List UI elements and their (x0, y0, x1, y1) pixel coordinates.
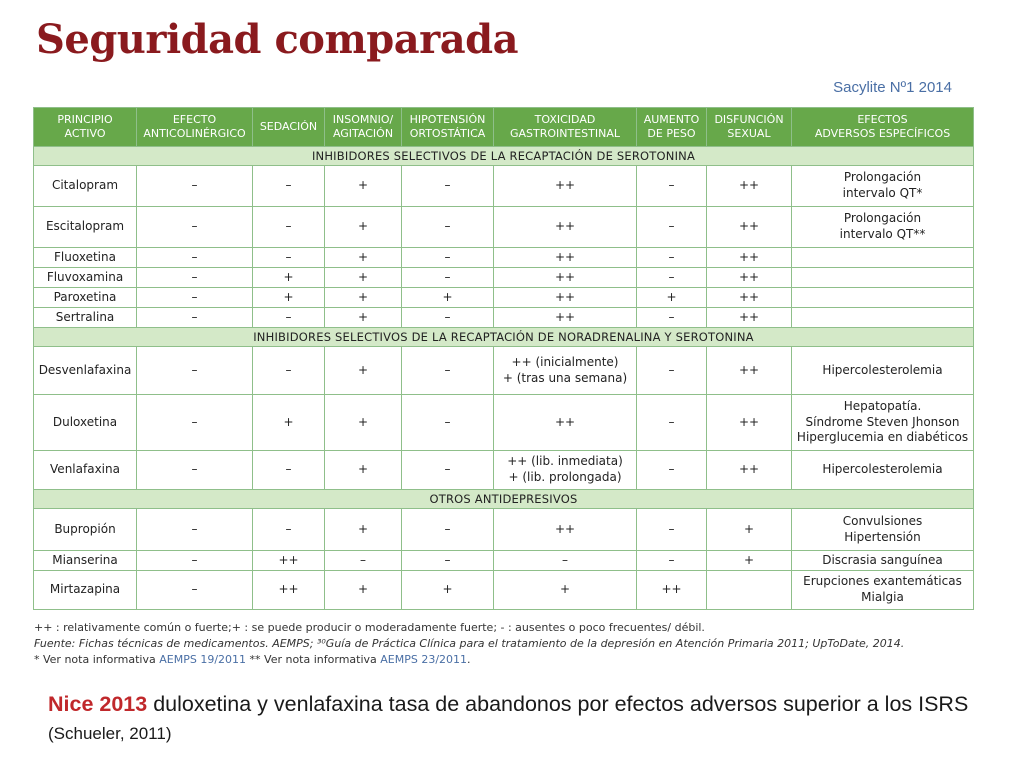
notes-line (34, 652, 974, 668)
rating-cell: – (325, 551, 402, 571)
note-citation: (Schueler, 2011) (48, 724, 172, 743)
safety-comparison-table (33, 107, 974, 610)
drug-name: Duloxetina (34, 395, 137, 451)
rating-cell: – (402, 268, 494, 288)
rating-cell: + (494, 571, 637, 610)
rating-cell: ++ (494, 207, 637, 248)
section-row (34, 490, 974, 509)
rating-cell: + (325, 166, 402, 207)
rating-cell: + (325, 308, 402, 328)
rating-cell: + (253, 268, 325, 288)
summary-note (48, 690, 1008, 748)
rating-cell: – (137, 207, 253, 248)
aemps-23-2011-link[interactable]: AEMPS 23/2011 (380, 653, 468, 666)
note2-text: ** Ver nota informativa (246, 653, 381, 666)
note-text: duloxetina y venlafaxina tasa de abandonos por efectos adversos superior a los ISRS (147, 692, 969, 716)
specific-effects-cell: Hepatopatía. Síndrome Steven Jhonson Hiperglucemia en diabéticos (792, 395, 974, 451)
rating-cell: – (253, 509, 325, 551)
column-header: PRINCIPIO ACTIVO (34, 108, 137, 147)
rating-cell: + (325, 451, 402, 490)
section-row (34, 328, 974, 347)
rating-cell: – (402, 451, 494, 490)
rating-cell: – (402, 166, 494, 207)
rating-cell: + (707, 509, 792, 551)
rating-cell: – (637, 268, 707, 288)
specific-effects-cell: Discrasia sanguínea (792, 551, 974, 571)
rating-cell: ++ (494, 248, 637, 268)
column-header: DISFUNCIÓN SEXUAL (707, 108, 792, 147)
rating-cell: – (137, 451, 253, 490)
rating-cell: ++ (253, 551, 325, 571)
source-label: Sacylite Nº1 2014 (833, 79, 952, 96)
table-row (34, 207, 974, 248)
rating-cell: – (137, 288, 253, 308)
drug-name: Paroxetina (34, 288, 137, 308)
rating-cell: + (325, 268, 402, 288)
specific-effects-cell (792, 308, 974, 328)
table-row (34, 166, 974, 207)
rating-cell: + (325, 248, 402, 268)
column-header: HIPOTENSIÓN ORTOSTÁTICA (402, 108, 494, 147)
rating-cell: + (325, 288, 402, 308)
rating-cell: – (402, 248, 494, 268)
drug-name: Escitalopram (34, 207, 137, 248)
rating-cell: – (137, 308, 253, 328)
rating-cell: – (637, 551, 707, 571)
table-header-row (34, 108, 974, 147)
drug-name: Sertralina (34, 308, 137, 328)
rating-cell: + (707, 551, 792, 571)
column-header: EFECTOS ADVERSOS ESPECÍFICOS (792, 108, 974, 147)
rating-cell: ++ (253, 571, 325, 610)
rating-cell: – (637, 395, 707, 451)
rating-cell: – (402, 395, 494, 451)
rating-cell: – (637, 166, 707, 207)
rating-cell: ++ (494, 395, 637, 451)
rating-cell: ++ (inicialmente) + (tras una semana) (494, 347, 637, 395)
rating-cell: – (637, 308, 707, 328)
specific-effects-cell: Hipercolesterolemia (792, 451, 974, 490)
rating-cell: ++ (707, 288, 792, 308)
page-title: Seguridad comparada (36, 16, 519, 63)
drug-name: Venlafaxina (34, 451, 137, 490)
rating-cell: ++ (494, 308, 637, 328)
rating-cell: + (253, 288, 325, 308)
rating-cell: ++ (494, 166, 637, 207)
column-header: SEDACIÓN (253, 108, 325, 147)
rating-cell: – (253, 207, 325, 248)
specific-effects-cell (792, 268, 974, 288)
rating-cell: + (402, 288, 494, 308)
section-label: INHIBIDORES SELECTIVOS DE LA RECAPTACIÓN DE SEROTONINA (34, 147, 974, 166)
rating-cell: + (402, 571, 494, 610)
column-header: TOXICIDAD GASTROINTESTINAL (494, 108, 637, 147)
section-label: OTROS ANTIDEPRESIVOS (34, 490, 974, 509)
drug-name: Citalopram (34, 166, 137, 207)
note-highlight: Nice 2013 (48, 692, 148, 716)
table-row (34, 347, 974, 395)
specific-effects-cell: Prolongación intervalo QT** (792, 207, 974, 248)
rating-cell: – (137, 347, 253, 395)
rating-cell: – (253, 451, 325, 490)
rating-cell: – (637, 451, 707, 490)
rating-cell: + (325, 395, 402, 451)
specific-effects-cell: Convulsiones Hipertensión (792, 509, 974, 551)
rating-cell: ++ (707, 268, 792, 288)
rating-cell: – (137, 268, 253, 288)
note1-text: * Ver nota informativa (34, 653, 160, 666)
rating-cell: ++ (707, 451, 792, 490)
rating-cell: – (137, 571, 253, 610)
source-text: Fuente: Fichas técnicas de medicamentos. AEMPS; ³⁰Guía de Práctica Clínica para el tratamiento de la depresión en Atención Primaria 2011; UpToDate, 2014. (34, 637, 905, 650)
rating-cell: ++ (494, 509, 637, 551)
rating-cell: – (253, 347, 325, 395)
rating-cell: – (253, 248, 325, 268)
section-row (34, 147, 974, 166)
table-row (34, 509, 974, 551)
table-row (34, 288, 974, 308)
table-row (34, 395, 974, 451)
rating-cell: ++ (707, 347, 792, 395)
rating-cell: – (637, 248, 707, 268)
rating-cell: – (402, 207, 494, 248)
rating-cell: – (137, 166, 253, 207)
column-header: AUMENTO DE PESO (637, 108, 707, 147)
rating-cell: – (402, 347, 494, 395)
column-header: INSOMNIO/ AGITACIÓN (325, 108, 402, 147)
rating-cell: – (137, 551, 253, 571)
rating-cell: – (637, 347, 707, 395)
drug-name: Mianserina (34, 551, 137, 571)
rating-cell: – (137, 395, 253, 451)
rating-cell: – (402, 308, 494, 328)
specific-effects-cell: Prolongación intervalo QT* (792, 166, 974, 207)
rating-cell: – (253, 308, 325, 328)
table-row (34, 551, 974, 571)
aemps-19-2011-link[interactable]: AEMPS 19/2011 (159, 653, 247, 666)
rating-cell: ++ (494, 288, 637, 308)
section-label: INHIBIDORES SELECTIVOS DE LA RECAPTACIÓN DE NORADRENALINA Y SEROTONINA (34, 328, 974, 347)
rating-cell: – (137, 248, 253, 268)
table-row (34, 308, 974, 328)
table-row (34, 248, 974, 268)
drug-name: Fluoxetina (34, 248, 137, 268)
rating-cell: + (325, 207, 402, 248)
rating-cell: ++ (707, 207, 792, 248)
specific-effects-cell: Hipercolesterolemia (792, 347, 974, 395)
drug-name: Mirtazapina (34, 571, 137, 610)
rating-cell: + (325, 571, 402, 610)
rating-cell: ++ (494, 268, 637, 288)
drug-name: Bupropión (34, 509, 137, 551)
table-row (34, 268, 974, 288)
rating-cell: ++ (lib. inmediata) + (lib. prolongada) (494, 451, 637, 490)
rating-cell: ++ (637, 571, 707, 610)
drug-name: Fluvoxamina (34, 268, 137, 288)
specific-effects-cell (792, 288, 974, 308)
rating-cell (707, 571, 792, 610)
rating-cell: ++ (707, 166, 792, 207)
rating-cell: ++ (707, 248, 792, 268)
table-footnotes (34, 620, 974, 668)
rating-cell: – (402, 551, 494, 571)
rating-cell: – (253, 166, 325, 207)
rating-cell: – (637, 207, 707, 248)
specific-effects-cell (792, 248, 974, 268)
rating-cell: – (637, 509, 707, 551)
legend-text: ++ : relativamente común o fuerte;+ : se puede producir o moderadamente fuerte; - : ausentes o poco frecuentes/ débil. (34, 621, 705, 634)
note2-suffix: . (467, 653, 471, 666)
rating-cell: + (325, 347, 402, 395)
rating-cell: + (253, 395, 325, 451)
rating-cell: – (494, 551, 637, 571)
rating-cell: ++ (707, 308, 792, 328)
table-row (34, 451, 974, 490)
rating-cell: – (137, 509, 253, 551)
column-header: EFECTO ANTICOLINÉRGICO (137, 108, 253, 147)
specific-effects-cell: Erupciones exantemáticas Mialgia (792, 571, 974, 610)
drug-name: Desvenlafaxina (34, 347, 137, 395)
rating-cell: + (637, 288, 707, 308)
rating-cell: + (325, 509, 402, 551)
table-row (34, 571, 974, 610)
rating-cell: ++ (707, 395, 792, 451)
rating-cell: – (402, 509, 494, 551)
